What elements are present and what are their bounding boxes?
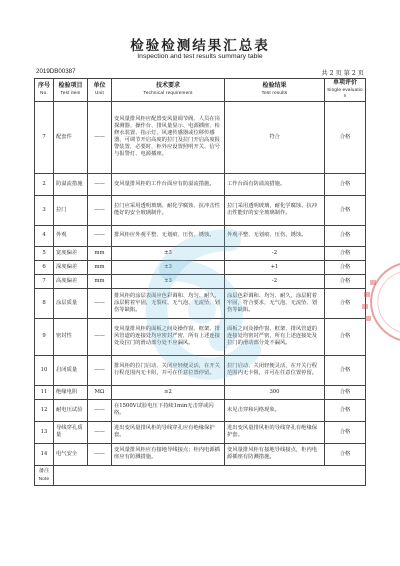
cell-seq: 12 bbox=[35, 399, 54, 421]
cell-requirement: 变风量排风柜的面板之间及操作窗、框架、排风管道的连接处均应密封严密，所有上述连接处及拉门的滑动部分处不应漏风。 bbox=[112, 318, 225, 355]
table-row bbox=[35, 274, 366, 288]
cell-requirement: 排风柜的涂层表面应色彩调和、均匀、耐久，涂层附着牢固，无裂纹、无气泡、无流坠、划伤等缺陷。 bbox=[112, 288, 225, 318]
cell-evaluation: 合格 bbox=[325, 421, 366, 443]
table-row bbox=[35, 421, 366, 443]
cell-evaluation: 合格 bbox=[325, 101, 366, 173]
cell-item: 配套件 bbox=[54, 101, 88, 173]
cell-unit: —— bbox=[88, 399, 112, 421]
document-number: 2019DB00387 bbox=[36, 68, 76, 75]
header-result: 检验结果 Test results bbox=[225, 79, 325, 102]
cell-evaluation: 合格 bbox=[325, 443, 366, 465]
cell-item: 外观 bbox=[54, 225, 88, 246]
cell-item: 涂层质量 bbox=[54, 288, 88, 318]
table-row bbox=[35, 399, 366, 421]
cell-unit: —— bbox=[88, 421, 112, 443]
cell-seq: 11 bbox=[35, 385, 54, 399]
cell-requirement: 进出变风量排风柜的导线穿孔应有绝缘保护套。 bbox=[112, 421, 225, 443]
page-title: 检验检测结果汇总表 bbox=[130, 38, 270, 54]
cell-seq: 7 bbox=[35, 101, 54, 173]
cell-seq: 6 bbox=[35, 260, 54, 274]
table-row bbox=[35, 443, 366, 465]
cell-result: 拉门采用透明玻璃、耐化学腐蚀、抗冲击性能好的安全玻璃制作。 bbox=[225, 195, 325, 225]
cell-requirement: 排风柜应外观平整、无划痕、压伤、锈蚀。 bbox=[112, 225, 225, 246]
cell-evaluation: 合格 bbox=[325, 399, 366, 421]
cell-requirement: 拉门应采用透明玻璃、耐化学腐蚀、抗冲击性能好的安全玻璃制作。 bbox=[112, 195, 225, 225]
cell-unit: —— bbox=[88, 173, 112, 195]
table-row bbox=[35, 318, 366, 355]
table-row bbox=[35, 385, 366, 399]
cell-seq: 10 bbox=[35, 355, 54, 385]
table-row bbox=[35, 288, 366, 318]
cell-requirement: 在1500V试验电压下持续1min无击穿或闪络。 bbox=[112, 399, 225, 421]
header-requirement: 技术要求 Technical requirement bbox=[112, 79, 225, 102]
cell-result: -2 bbox=[225, 274, 325, 288]
cell-unit: —— bbox=[88, 225, 112, 246]
cell-unit: mm bbox=[88, 274, 112, 288]
cell-requirement: ±3 bbox=[112, 246, 225, 260]
header-item: 检验项目 Test item bbox=[54, 79, 88, 102]
cell-requirement: 排风柜的拉门启动、关闭应轻便灵活，在开关行程范围内无卡阻，并可在任意位置停留。 bbox=[112, 355, 225, 385]
cell-result: 拉门启动、关闭轻便灵活，在开关行程范围内无卡阻，并可在任意位置停留。 bbox=[225, 355, 325, 385]
cell-unit: —— bbox=[88, 101, 112, 173]
cell-evaluation: 合格 bbox=[325, 260, 366, 274]
table-row bbox=[35, 355, 366, 385]
cell-evaluation: 合格 bbox=[325, 318, 366, 355]
cell-result: 符合 bbox=[225, 101, 325, 173]
cell-item: 导线穿孔质量 bbox=[54, 421, 88, 443]
header-unit: 单位 Unit bbox=[88, 79, 112, 102]
cell-item: 高度偏差 bbox=[54, 274, 88, 288]
cell-evaluation: 合格 bbox=[325, 274, 366, 288]
cell-requirement: ≥2 bbox=[112, 385, 225, 399]
page-number: 共 2 页 第 2 页 bbox=[321, 70, 364, 77]
cell-evaluation: 合格 bbox=[325, 225, 366, 246]
cell-seq: 4 bbox=[35, 225, 54, 246]
cell-evaluation: 合格 bbox=[325, 173, 366, 195]
cell-requirement: 变风量排风柜的工作台面应有防溢流措施。 bbox=[112, 173, 225, 195]
note-row bbox=[35, 465, 366, 485]
cell-evaluation: 合格 bbox=[325, 385, 366, 399]
cell-seq: 14 bbox=[35, 443, 54, 465]
table-row bbox=[35, 173, 366, 195]
table-row bbox=[35, 260, 366, 274]
header-seq: 序号 No. bbox=[35, 79, 54, 102]
cell-requirement: ±3 bbox=[112, 274, 225, 288]
cell-result: 工作台面有防溢流措施。 bbox=[225, 173, 325, 195]
cell-requirement: ±3 bbox=[112, 260, 225, 274]
cell-result: 变风量排风柜有接地导线接点，柜内电源插座有防溅措施。 bbox=[225, 443, 325, 465]
table-row bbox=[35, 101, 366, 173]
cell-unit: mm bbox=[88, 246, 112, 260]
cell-item: 深度偏差 bbox=[54, 260, 88, 274]
cell-seq: 3 bbox=[35, 195, 54, 225]
cell-item: 防溢流措施 bbox=[54, 173, 88, 195]
cell-item: 密封性 bbox=[54, 318, 88, 355]
cell-unit: —— bbox=[88, 355, 112, 385]
cell-result: 300 bbox=[225, 385, 325, 399]
cell-evaluation: 合格 bbox=[325, 355, 366, 385]
cell-item: 拉门 bbox=[54, 195, 88, 225]
cell-seq: 8 bbox=[35, 288, 54, 318]
cell-seq: 2 bbox=[35, 173, 54, 195]
cell-evaluation: 合格 bbox=[325, 195, 366, 225]
cell-evaluation: 合格 bbox=[325, 288, 366, 318]
cell-unit: —— bbox=[88, 318, 112, 355]
table-row bbox=[35, 195, 366, 225]
cell-seq: 13 bbox=[35, 421, 54, 443]
cell-item: 绝缘电阻 bbox=[54, 385, 88, 399]
cell-unit: mm bbox=[88, 260, 112, 274]
note-label: 备注 Note bbox=[35, 465, 54, 485]
cell-requirement: 变风量排风柜应有接地导线接点；柜内电源插座应有防溅措施。 bbox=[112, 443, 225, 465]
results-table bbox=[34, 78, 366, 486]
cell-result: 外观平整、无划痕、压伤、锈蚀。 bbox=[225, 225, 325, 246]
cell-unit: MΩ bbox=[88, 385, 112, 399]
note-content bbox=[54, 465, 366, 485]
cell-seq: 7 bbox=[35, 274, 54, 288]
cell-item: 电气安全 bbox=[54, 443, 88, 465]
cell-unit: —— bbox=[88, 443, 112, 465]
cell-result: -2 bbox=[225, 246, 325, 260]
header-evaluation: 单项评价 Single evaluation bbox=[325, 79, 366, 102]
cell-result: +1 bbox=[225, 260, 325, 274]
cell-unit: —— bbox=[88, 195, 112, 225]
cell-seq: 5 bbox=[35, 246, 54, 260]
cell-requirement: 变风量排风柜应配置变风量调节阀、人员在岗探测器、操作台、排风量显示、电源插座、检修水装置、指示灯、风速传感器或位移传感器、可调节开启高度的拉门及拉门开启高度报警装置，必要时，柜外应设置照明开关、信号与报警灯、电源插座。 bbox=[112, 101, 225, 173]
cell-unit: —— bbox=[88, 288, 112, 318]
cell-item: 宽度偏差 bbox=[54, 246, 88, 260]
cell-item: 耐电压试验 bbox=[54, 399, 88, 421]
cell-evaluation: 合格 bbox=[325, 246, 366, 260]
cell-result: 涂层色彩调和、均匀、耐久，涂层附着牢固，符合要求，无气泡、无流坠、划伤等缺陷。 bbox=[225, 288, 325, 318]
cell-seq: 9 bbox=[35, 318, 54, 355]
table-row bbox=[35, 225, 366, 246]
cell-result: 面板之间及操作窗、框架、排风管道的连接处均密封严密，所有上述连接处及拉门的滑动部分处不漏风。 bbox=[225, 318, 325, 355]
table-row bbox=[35, 246, 366, 260]
page-subtitle: Inspection and test results summary table bbox=[137, 53, 263, 60]
cell-result: 进出变风量排风柜的导线穿孔有绝缘保护套。 bbox=[225, 421, 325, 443]
cell-result: 未见击穿和闪络现象。 bbox=[225, 399, 325, 421]
table-header-row bbox=[35, 79, 366, 102]
cell-item: 启闭质量 bbox=[54, 355, 88, 385]
